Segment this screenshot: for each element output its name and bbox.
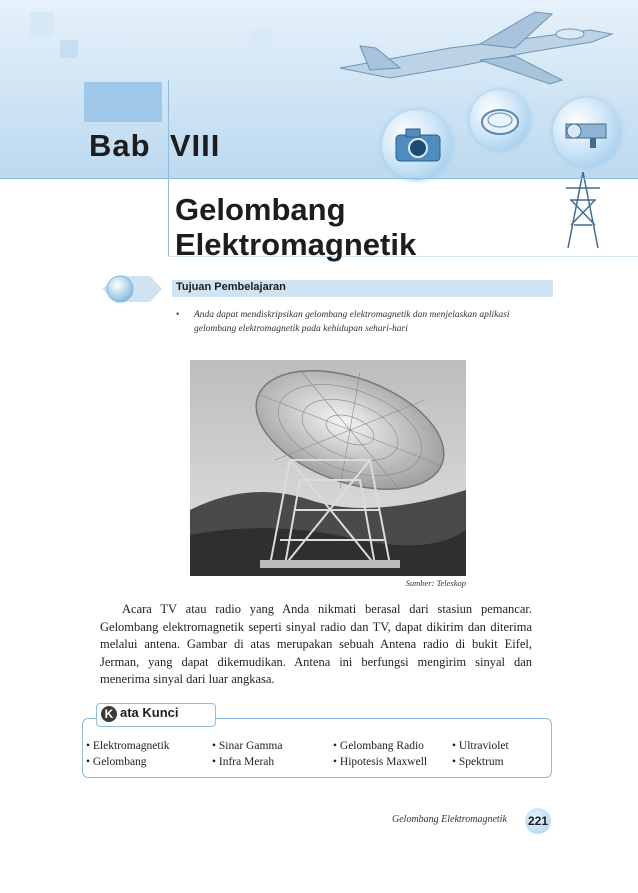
keyword-item: • Elektromagnetik [86,740,170,752]
header-decor-square [60,40,78,58]
compass-icon [478,100,522,140]
keyword-item: • Ultraviolet [452,740,509,752]
header-vertical-rule [168,80,169,256]
keywords-title: ata Kunci [120,705,179,720]
keywords-initial-badge: K [101,706,117,722]
jet-illustration [330,8,620,98]
objectives-bullet: • [176,310,180,320]
header-decor-square [30,12,54,36]
keyword-item: • Gelombang Radio [333,740,424,752]
running-title: Gelombang Elektromagnetik [392,814,507,825]
power-tower-icon [548,170,618,250]
keyword-item: • Infra Merah [212,756,275,768]
objectives-heading: Tujuan Pembelajaran [176,281,286,293]
figure-caption: Sumber: Teleskop [405,578,466,588]
chapter-label: Bab VIII [89,128,221,163]
radio-telescope-photo [190,360,466,576]
camera-icon [392,125,444,165]
objectives-arrow-icon [100,274,166,304]
chapter-title-line2: Elektromagnetik [175,227,417,262]
objectives-text-line1: Anda dapat mendiskripsikan gelombang elektromagnetik dan menjelaskan aplikasi [194,310,510,320]
page-number: 221 [525,808,551,834]
objectives-text-line2: gelombang elektromagnetik pada kehidupan sehari-hari [194,324,408,334]
intro-paragraph: Acara TV atau radio yang Anda nikmati berasal dari stasiun pemancar. Gelombang elektromagnetik seperti sinyal radio dan TV, dapat dikirim dan diterima melalui antena. Gambar di atas merupakan sebuah Antena radio di bukit Eifel, Jerman, yang dapat dikemudikan. Antena ini berfungsi mengirim sinyal dan menerima sinyal dari luar angkasa. [100,602,532,686]
header-rule [0,178,638,179]
chapter-title [175,192,495,262]
chapter-title-line1: Gelombang [175,192,346,227]
header-tile [84,82,162,122]
apparatus-icon [560,110,616,154]
keyword-item: • Hipotesis Maxwell [333,756,428,768]
keyword-item: • Spektrum [452,756,504,768]
keyword-item: • Gelombang [86,756,147,768]
keyword-item: • Sinar Gamma [212,740,283,752]
objectives-text [176,308,560,336]
chapter-number: VIII [169,128,221,163]
header-decor-square [250,30,272,52]
